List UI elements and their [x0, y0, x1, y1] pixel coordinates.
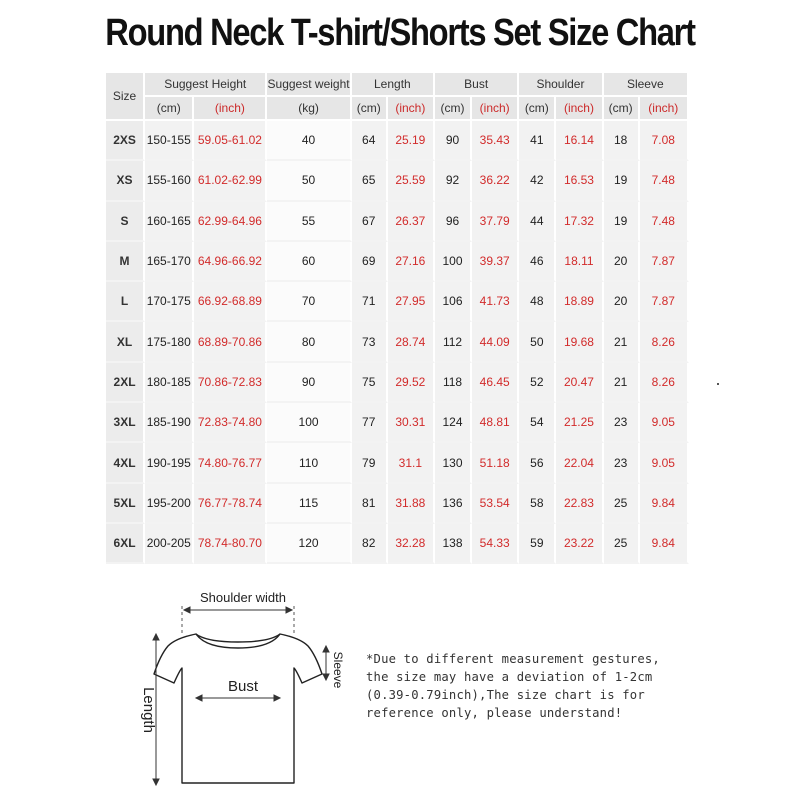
cell-shoulder-inch: 16.53	[556, 161, 603, 201]
cell-shoulder-cm: 46	[519, 242, 556, 282]
unit-shoulder-cm: (cm)	[519, 97, 556, 121]
sleeve-label: Sleeve	[331, 651, 345, 689]
cell-height-cm: 165-170	[145, 242, 194, 282]
header-suggest-weight: Suggest weight	[267, 73, 351, 97]
cell-length-inch: 27.16	[388, 242, 435, 282]
cell-length-cm: 71	[352, 282, 388, 322]
cell-shoulder-cm: 44	[519, 202, 556, 242]
unit-weight-kg: (kg)	[267, 97, 351, 121]
cell-height-cm: 190-195	[145, 443, 194, 483]
cell-size: 3XL	[106, 403, 145, 443]
cell-bust-cm: 112	[435, 322, 472, 362]
cell-length-inch: 28.74	[388, 322, 435, 362]
table-row	[106, 403, 689, 443]
cell-weight-kg: 40	[267, 121, 351, 161]
cell-shoulder-cm: 56	[519, 443, 556, 483]
cell-height-inch: 62.99-64.96	[194, 202, 267, 242]
unit-shoulder-inch: (inch)	[556, 97, 603, 121]
cell-height-inch: 78.74-80.70	[194, 524, 267, 564]
cell-size: L	[106, 282, 145, 322]
cell-bust-inch: 44.09	[472, 322, 519, 362]
header-suggest-height: Suggest Height	[145, 73, 267, 97]
cell-height-cm: 185-190	[145, 403, 194, 443]
cell-bust-inch: 53.54	[472, 484, 519, 524]
cell-size: 6XL	[106, 524, 145, 564]
cell-length-cm: 77	[352, 403, 388, 443]
chart-title: Round Neck T-shirt/Shorts Set Size Chart	[105, 12, 695, 54]
cell-bust-cm: 130	[435, 443, 472, 483]
tshirt-outline	[154, 634, 322, 783]
unit-sleeve-inch: (inch)	[640, 97, 689, 121]
unit-bust-cm: (cm)	[435, 97, 472, 121]
cell-weight-kg: 80	[267, 322, 351, 362]
cell-shoulder-cm: 52	[519, 363, 556, 403]
cell-size: S	[106, 202, 145, 242]
header-sleeve: Sleeve	[604, 73, 689, 97]
cell-shoulder-inch: 18.89	[556, 282, 603, 322]
cell-sleeve-inch: 7.87	[640, 282, 689, 322]
cell-size: 5XL	[106, 484, 145, 524]
cell-sleeve-cm: 20	[604, 282, 640, 322]
header-size: Size	[106, 73, 145, 121]
cell-height-inch: 76.77-78.74	[194, 484, 267, 524]
size-chart-table	[106, 73, 689, 564]
cell-sleeve-inch: 8.26	[640, 363, 689, 403]
unit-sleeve-cm: (cm)	[604, 97, 640, 121]
header-unit-row	[106, 97, 689, 121]
cell-sleeve-cm: 21	[604, 363, 640, 403]
cell-size: 2XS	[106, 121, 145, 161]
cell-height-cm: 180-185	[145, 363, 194, 403]
cell-length-inch: 25.59	[388, 161, 435, 201]
cell-bust-inch: 35.43	[472, 121, 519, 161]
unit-height-cm: (cm)	[145, 97, 194, 121]
bust-label: Bust	[227, 678, 259, 695]
cell-length-inch: 26.37	[388, 202, 435, 242]
cell-height-cm: 175-180	[145, 322, 194, 362]
cell-height-cm: 155-160	[145, 161, 194, 201]
cell-length-cm: 69	[352, 242, 388, 282]
cell-bust-inch: 39.37	[472, 242, 519, 282]
table-row	[106, 121, 689, 161]
cell-bust-inch: 37.79	[472, 202, 519, 242]
cell-sleeve-cm: 25	[604, 524, 640, 564]
cell-size: XS	[106, 161, 145, 201]
note-line: *Due to different measurement gestures,	[366, 652, 660, 666]
cell-shoulder-cm: 58	[519, 484, 556, 524]
cell-height-inch: 72.83-74.80	[194, 403, 267, 443]
cell-sleeve-cm: 25	[604, 484, 640, 524]
table-body	[106, 121, 689, 564]
cell-sleeve-cm: 20	[604, 242, 640, 282]
note-line: (0.39-0.79inch),The size chart is for	[366, 688, 645, 702]
cell-height-cm: 150-155	[145, 121, 194, 161]
table-row	[106, 242, 689, 282]
header-shoulder: Shoulder	[519, 73, 603, 97]
table-row	[106, 282, 689, 322]
cell-bust-cm: 96	[435, 202, 472, 242]
cell-sleeve-cm: 19	[604, 202, 640, 242]
cell-bust-cm: 118	[435, 363, 472, 403]
cell-height-inch: 66.92-68.89	[194, 282, 267, 322]
cell-height-cm: 160-165	[145, 202, 194, 242]
cell-bust-cm: 138	[435, 524, 472, 564]
cell-shoulder-cm: 50	[519, 322, 556, 362]
cell-weight-kg: 90	[267, 363, 351, 403]
cell-sleeve-inch: 9.84	[640, 484, 689, 524]
table-row	[106, 443, 689, 483]
cell-length-cm: 64	[352, 121, 388, 161]
cell-bust-inch: 41.73	[472, 282, 519, 322]
cell-length-inch: 30.31	[388, 403, 435, 443]
cell-weight-kg: 120	[267, 524, 351, 564]
cell-length-cm: 75	[352, 363, 388, 403]
cell-height-cm: 170-175	[145, 282, 194, 322]
table-row	[106, 484, 689, 524]
length-label: Length	[140, 687, 157, 733]
cell-shoulder-inch: 22.04	[556, 443, 603, 483]
cell-weight-kg: 110	[267, 443, 351, 483]
header-group-row	[106, 73, 689, 97]
cell-shoulder-cm: 54	[519, 403, 556, 443]
cell-size: 2XL	[106, 363, 145, 403]
cell-bust-cm: 136	[435, 484, 472, 524]
cell-size: XL	[106, 322, 145, 362]
cell-length-inch: 31.88	[388, 484, 435, 524]
cell-length-inch: 27.95	[388, 282, 435, 322]
cell-length-cm: 81	[352, 484, 388, 524]
table-row	[106, 202, 689, 242]
cell-bust-inch: 51.18	[472, 443, 519, 483]
cell-shoulder-inch: 23.22	[556, 524, 603, 564]
cell-sleeve-inch: 7.48	[640, 202, 689, 242]
cell-height-inch: 70.86-72.83	[194, 363, 267, 403]
cell-shoulder-inch: 19.68	[556, 322, 603, 362]
cell-sleeve-cm: 18	[604, 121, 640, 161]
cell-shoulder-inch: 18.11	[556, 242, 603, 282]
table-row	[106, 363, 689, 403]
cell-weight-kg: 100	[267, 403, 351, 443]
header-bust: Bust	[435, 73, 519, 97]
cell-bust-cm: 90	[435, 121, 472, 161]
unit-length-inch: (inch)	[388, 97, 435, 121]
cell-weight-kg: 70	[267, 282, 351, 322]
cell-height-cm: 200-205	[145, 524, 194, 564]
cell-shoulder-cm: 48	[519, 282, 556, 322]
cell-height-cm: 195-200	[145, 484, 194, 524]
cell-shoulder-cm: 59	[519, 524, 556, 564]
cell-bust-cm: 106	[435, 282, 472, 322]
cell-bust-cm: 124	[435, 403, 472, 443]
note-line: reference only, please understand!	[366, 706, 623, 720]
cell-shoulder-inch: 20.47	[556, 363, 603, 403]
cell-sleeve-cm: 23	[604, 443, 640, 483]
cell-shoulder-inch: 21.25	[556, 403, 603, 443]
cell-sleeve-inch: 7.48	[640, 161, 689, 201]
table-row	[106, 524, 689, 564]
cell-length-cm: 67	[352, 202, 388, 242]
cell-sleeve-inch: 9.84	[640, 524, 689, 564]
cell-length-cm: 65	[352, 161, 388, 201]
cell-shoulder-inch: 17.32	[556, 202, 603, 242]
cell-length-inch: 31.1	[388, 443, 435, 483]
cell-sleeve-inch: 8.26	[640, 322, 689, 362]
cell-sleeve-cm: 23	[604, 403, 640, 443]
cell-length-cm: 82	[352, 524, 388, 564]
cell-length-cm: 79	[352, 443, 388, 483]
cell-bust-inch: 46.45	[472, 363, 519, 403]
cell-length-cm: 73	[352, 322, 388, 362]
cell-height-inch: 59.05-61.02	[194, 121, 267, 161]
cell-size: M	[106, 242, 145, 282]
cell-height-inch: 61.02-62.99	[194, 161, 267, 201]
disclaimer-note	[366, 650, 676, 722]
cell-sleeve-inch: 7.08	[640, 121, 689, 161]
cell-sleeve-cm: 19	[604, 161, 640, 201]
cell-bust-inch: 54.33	[472, 524, 519, 564]
cell-bust-inch: 48.81	[472, 403, 519, 443]
header-length: Length	[352, 73, 435, 97]
cell-sleeve-inch: 9.05	[640, 443, 689, 483]
cell-sleeve-inch: 9.05	[640, 403, 689, 443]
cell-shoulder-inch: 22.83	[556, 484, 603, 524]
cell-weight-kg: 115	[267, 484, 351, 524]
cell-length-inch: 25.19	[388, 121, 435, 161]
cell-shoulder-cm: 41	[519, 121, 556, 161]
cell-bust-inch: 36.22	[472, 161, 519, 201]
cell-weight-kg: 55	[267, 202, 351, 242]
note-line: the size may have a deviation of 1-2cm	[366, 670, 653, 684]
cell-shoulder-inch: 16.14	[556, 121, 603, 161]
cell-height-inch: 68.89-70.86	[194, 322, 267, 362]
stray-dot	[717, 383, 719, 385]
cell-shoulder-cm: 42	[519, 161, 556, 201]
cell-length-inch: 29.52	[388, 363, 435, 403]
cell-weight-kg: 60	[267, 242, 351, 282]
cell-sleeve-inch: 7.87	[640, 242, 689, 282]
cell-bust-cm: 92	[435, 161, 472, 201]
unit-height-inch: (inch)	[194, 97, 267, 121]
tshirt-diagram	[128, 578, 358, 793]
cell-sleeve-cm: 21	[604, 322, 640, 362]
cell-length-inch: 32.28	[388, 524, 435, 564]
unit-length-cm: (cm)	[352, 97, 388, 121]
cell-bust-cm: 100	[435, 242, 472, 282]
table-row	[106, 322, 689, 362]
unit-bust-inch: (inch)	[472, 97, 519, 121]
table-row	[106, 161, 689, 201]
cell-weight-kg: 50	[267, 161, 351, 201]
cell-height-inch: 64.96-66.92	[194, 242, 267, 282]
cell-height-inch: 74.80-76.77	[194, 443, 267, 483]
shoulder-width-label: Shoulder width	[200, 590, 286, 605]
cell-size: 4XL	[106, 443, 145, 483]
